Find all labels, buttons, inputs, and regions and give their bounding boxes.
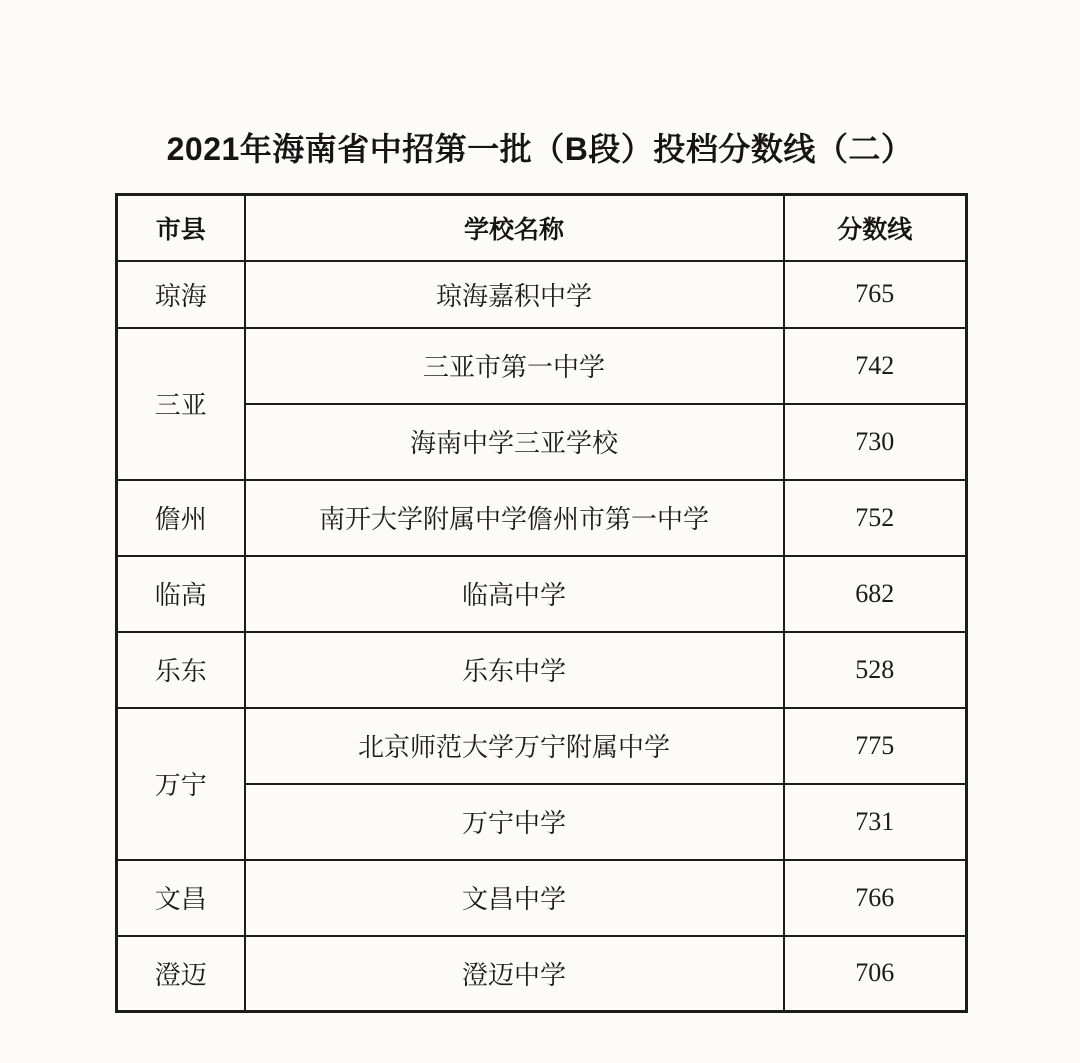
score-cell: 775 bbox=[784, 708, 967, 784]
score-cell: 731 bbox=[784, 784, 967, 860]
school-cell: 临高中学 bbox=[245, 556, 784, 632]
city-cell: 临高 bbox=[117, 556, 245, 632]
column-header-score: 分数线 bbox=[784, 195, 967, 261]
table-row bbox=[117, 860, 967, 936]
score-cell: 742 bbox=[784, 328, 967, 404]
school-cell: 文昌中学 bbox=[245, 860, 784, 936]
city-cell: 琼海 bbox=[117, 261, 245, 328]
table-row bbox=[117, 784, 967, 860]
score-cell: 682 bbox=[784, 556, 967, 632]
column-header-school: 学校名称 bbox=[245, 195, 784, 261]
city-cell: 万宁 bbox=[117, 708, 245, 860]
score-cell: 528 bbox=[784, 632, 967, 708]
city-cell: 儋州 bbox=[117, 480, 245, 556]
school-cell: 南开大学附属中学儋州市第一中学 bbox=[245, 480, 784, 556]
table-row bbox=[117, 936, 967, 1012]
city-cell: 澄迈 bbox=[117, 936, 245, 1012]
table-row bbox=[117, 328, 967, 404]
score-cell: 730 bbox=[784, 404, 967, 480]
table-row bbox=[117, 632, 967, 708]
table-row bbox=[117, 708, 967, 784]
score-cell: 752 bbox=[784, 480, 967, 556]
school-cell: 乐东中学 bbox=[245, 632, 784, 708]
school-cell: 万宁中学 bbox=[245, 784, 784, 860]
table-row bbox=[117, 556, 967, 632]
table-row bbox=[117, 261, 967, 328]
city-cell: 乐东 bbox=[117, 632, 245, 708]
score-cell: 706 bbox=[784, 936, 967, 1012]
score-cell: 766 bbox=[784, 860, 967, 936]
page-title: 2021年海南省中招第一批（B段）投档分数线（二） bbox=[166, 131, 914, 167]
school-cell: 三亚市第一中学 bbox=[245, 328, 784, 404]
city-cell: 三亚 bbox=[117, 328, 245, 480]
table-row bbox=[117, 404, 967, 480]
table-row bbox=[117, 480, 967, 556]
table-header-row bbox=[117, 195, 967, 261]
school-cell: 海南中学三亚学校 bbox=[245, 404, 784, 480]
school-cell: 琼海嘉积中学 bbox=[245, 261, 784, 328]
column-header-city: 市县 bbox=[117, 195, 245, 261]
scores-table bbox=[115, 193, 968, 1013]
city-cell: 文昌 bbox=[117, 860, 245, 936]
school-cell: 北京师范大学万宁附属中学 bbox=[245, 708, 784, 784]
school-cell: 澄迈中学 bbox=[245, 936, 784, 1012]
score-cell: 765 bbox=[784, 261, 967, 328]
